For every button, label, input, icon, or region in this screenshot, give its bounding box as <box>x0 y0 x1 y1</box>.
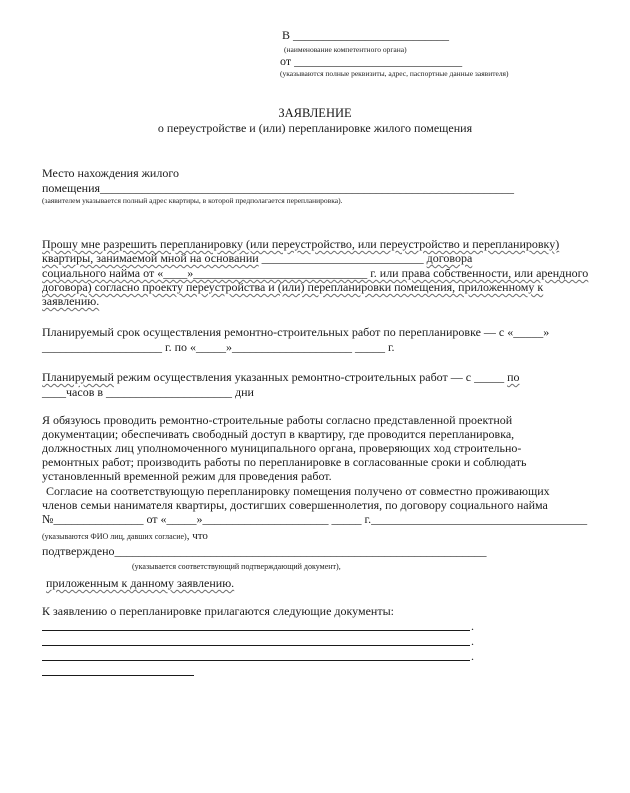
consent-line-2: членов семьи нанимателя квартиры, достигших совершеннолетия, по договору социального найма <box>42 498 548 512</box>
term-line-1: Планируемый срок осуществления ремонтно-строительных работ по перепланировке — с «_____» <box>42 325 550 339</box>
addressee-prefix: В <box>282 28 291 42</box>
attachment-blank-4[interactable] <box>42 675 194 676</box>
request-line-2 <box>42 251 472 265</box>
mode-line-1-text: режим осуществления указанных ремонтно-строительных работ — с _____ <box>113 370 508 384</box>
mode-line-2[interactable]: ____часов в _____________________ дни <box>42 385 254 399</box>
confirmed-caption: (указывается соответствующий подтверждающий документ), <box>132 562 341 571</box>
request-line-5: заявлению. <box>42 294 100 308</box>
attachment-blank-3[interactable] <box>42 660 470 661</box>
location-caption: (заявителем указывается полный адрес квартиры, в которой предполагается перепланировка). <box>42 196 343 205</box>
location-field[interactable]: помещения_____________________________________________________________________ <box>42 181 515 195</box>
obligation-line-5: установленный временной режим для проведения работ. <box>42 469 332 483</box>
request-line-2-text: квартиры, занимаемой мной на основании <box>42 251 259 265</box>
addressee-line <box>282 28 449 42</box>
addressee-blank[interactable]: __________________________ <box>293 28 450 42</box>
request-line-1: Прошу мне разрешить перепланировку (или переустройство, или переустройство и перепланировку) <box>42 237 560 251</box>
attachments-heading: К заявлению о перепланировке прилагаются следующие документы: <box>42 604 394 618</box>
sender-caption: (указываются полные реквизиты, адрес, паспортные данные заявителя) <box>280 69 509 78</box>
document-title: ЗАЯВЛЕНИЕ <box>278 106 352 120</box>
consent-line-1: Согласие на соответствующую перепланировку помещения получено от совместно проживающих <box>46 484 550 498</box>
attachment-blank-2[interactable] <box>42 645 470 646</box>
mode-line-1-end: по <box>507 370 520 384</box>
request-line-3: социального найма от «____»_____________________________ г. или права собственности, или арендного <box>42 266 589 280</box>
mode-line-1-start: Планируемый <box>42 370 114 384</box>
mode-line-1 <box>42 370 520 384</box>
sender-line <box>280 54 462 68</box>
consent-caption: (указываются ФИО лиц, давших согласие) <box>42 532 187 541</box>
attachment-blank-1[interactable] <box>42 630 470 631</box>
sender-blank[interactable]: ____________________________ <box>294 54 463 68</box>
obligation-line-3: должностных лиц уполномоченного муниципального органа, проверяющих ход строительно- <box>42 441 522 455</box>
obligation-line-1: Я обязуюсь проводить ремонтно-строительные работы согласно представленной проектной <box>42 413 513 427</box>
consent-caption-line <box>42 528 208 543</box>
obligation-line-2: документации; обеспечивать свободный доступ в квартиру, где проводится перепланировка, <box>42 427 515 441</box>
obligation-line-4: ремонтных работ; производить работы по перепланировке в согласованные сроки и соблюдать <box>42 455 527 469</box>
consent-caption-tail: , что <box>186 530 208 542</box>
consent-line-5: приложенным к данному заявлению. <box>46 576 235 590</box>
basis-blank[interactable]: ___________________________ <box>261 251 424 265</box>
addressee-caption: (наименование компетентного органа) <box>284 45 407 54</box>
attachment-dot-2: . <box>471 634 474 648</box>
consent-line-3[interactable]: №_______________ от «_____»_____________________ _____ г.____________________________________ <box>42 512 588 526</box>
document-subtitle: о переустройстве и (или) перепланировке жилого помещения <box>157 121 473 135</box>
attachment-dot-3: . <box>471 649 474 663</box>
confirmed-field[interactable]: подтверждено______________________________________________________________ <box>42 544 487 558</box>
term-line-2[interactable]: ____________________ г. по «_____»____________________ _____ г. <box>42 340 395 354</box>
request-line-4: договора) согласно проекту переустройства и (или) перепланировки помещения, приложенному к <box>42 280 544 294</box>
request-line-2-end: договора <box>426 251 473 265</box>
sender-prefix: от <box>280 54 292 68</box>
location-label: Место нахождения жилого <box>42 166 179 180</box>
attachment-dot-1: . <box>471 619 474 633</box>
